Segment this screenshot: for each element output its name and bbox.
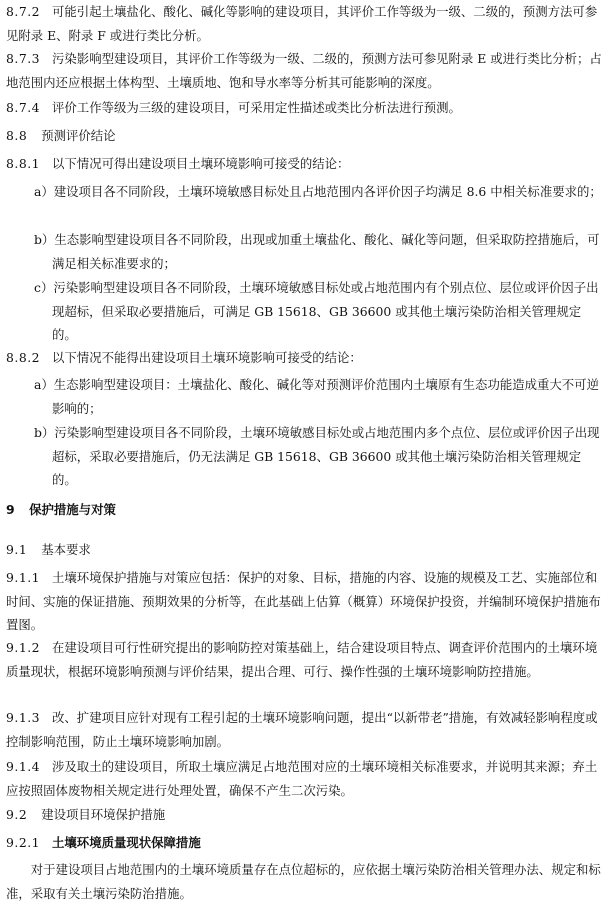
clause-9-1-4 — [6, 755, 602, 802]
clause-number: 8.7.3 — [6, 51, 41, 66]
clause-text: 评价工作等级为三级的建设项目，可采用定性描述或类比分析法进行预测。 — [52, 100, 461, 115]
clause-number: 9.1.2 — [6, 640, 41, 655]
clause-number: 8.7.4 — [6, 100, 41, 115]
chapter-9-heading — [6, 498, 602, 522]
clause-text: 可能引起土壤盐化、酸化、碱化等影响的建设项目，其评价工作等级为一级、二级的，预测方法可参见附录 E、附录 F 或进行类比分析。 — [6, 4, 598, 43]
clause-8-7-4 — [6, 96, 602, 120]
section-number: 8.8 — [6, 128, 28, 143]
list-item-a: a）建设项目各不同阶段，土壤环境敏感目标处且占地范围内各评价因子均满足 8.6 中相关标准要求的； — [34, 184, 602, 199]
clause-8-8-2 — [6, 346, 602, 370]
section-title: 预测评价结论 — [41, 128, 116, 143]
section-title: 基本要求 — [41, 542, 91, 557]
chapter-title: 保护措施与对策 — [29, 502, 116, 517]
clause-text: 在建设项目可行性研究提出的影响防控对策基础上，结合建设项目特点、调查评价范围内的土壤环境质量现状，根据环境影响预测与评价结果，提出合理、可行、操作性强的土壤环境影响防控措施。 — [6, 640, 598, 679]
clause-text: 土壤环境保护措施与对策应包括：保护的对象、目标，措施的内容、设施的规模及工艺、实施部位和时间、实施的保证措施、预期效果的分析等，在此基础上估算（概算）环境保护投资，并编制环境保护措施布置图。 — [6, 570, 601, 632]
clause-title: 土壤环境质量现状保障措施 — [52, 835, 201, 850]
section-title: 建设项目环境保护措施 — [41, 807, 166, 822]
list-item-a: a）生态影响型建设项目：土壤盐化、酸化、碱化等对预测评价范围内土壤原有生态功能造成重大不可逆影响的； — [34, 377, 599, 416]
list-item-b: b）生态影响型建设项目各不同阶段，出现或加重土壤盐化、酸化、碱化等问题，但采取防控措施后，可满足相关标准要求的； — [34, 232, 600, 271]
section-number: 9.2 — [6, 807, 28, 822]
clause-number: 8.8.2 — [6, 350, 41, 365]
clause-number: 8.8.1 — [6, 156, 41, 171]
section-9-1-heading — [6, 538, 602, 562]
clause-text: 污染影响型建设项目，其评价工作等级为一级、二级的，预测方法可参见附录 E 或进行类比分析；占地范围内还应根据土体构型、土壤质地、饱和导水率等分析其可能影响的深度。 — [6, 51, 602, 90]
clause-number: 9.1.1 — [6, 570, 41, 585]
section-9-2-heading — [6, 803, 602, 827]
clause-text: 以下情况不能得出建设项目土壤环境影响可接受的结论： — [52, 350, 362, 365]
body-paragraph: 对于建设项目占地范围内的土壤环境质量存在点位超标的，应依据土壤污染防治相关管理办法、规定和标准，采取有关土壤污染防治措施。 — [6, 862, 601, 901]
clause-number: 9.1.3 — [6, 710, 41, 725]
clause-text: 涉及取土的建设项目，所取土壤应满足占地范围对应的土壤环境相关标准要求，并说明其来源；弃土应按照固体废物相关规定进行处理处置，确保不产生二次污染。 — [6, 759, 598, 798]
section-8-8-heading — [6, 124, 602, 148]
clause-9-1-3 — [6, 706, 602, 753]
clause-8-8-1 — [6, 152, 602, 176]
list-item-b: b）污染影响型建设项目各不同阶段，土壤环境敏感目标处或占地范围内多个点位、层位或评价因子出现超标，采取必要措施后，仍无法满足 GB 15618、GB 36600 或其他土壤污染防治相关管理规定的。 — [34, 425, 600, 487]
clause-number: 9.1.4 — [6, 759, 41, 774]
chapter-number: 9 — [6, 502, 16, 517]
clause-text: 以下情况可得出建设项目土壤环境影响可接受的结论： — [52, 156, 350, 171]
section-number: 9.1 — [6, 542, 28, 557]
clause-9-2-1-heading — [6, 831, 602, 855]
clause-number: 9.2.1 — [6, 835, 41, 850]
list-item-c: c）污染影响型建设项目各不同阶段，土壤环境敏感目标处或占地范围内有个别点位、层位或评价因子出现超标，但采取必要措施后，可满足 GB 15618、GB 36600 或其他土壤污染防治相关管理规定的。 — [34, 280, 599, 342]
clause-8-7-2 — [6, 0, 602, 47]
clause-text: 改、扩建项目应针对现有工程引起的土壤环境影响问题，提出“以新带老”措施，有效减轻影响程度或控制影响范围，防止土壤环境影响加剧。 — [6, 710, 598, 749]
clause-8-7-3 — [6, 47, 602, 94]
clause-9-1-1 — [6, 566, 602, 637]
clause-9-1-2 — [6, 636, 602, 683]
clause-number: 8.7.2 — [6, 4, 41, 19]
